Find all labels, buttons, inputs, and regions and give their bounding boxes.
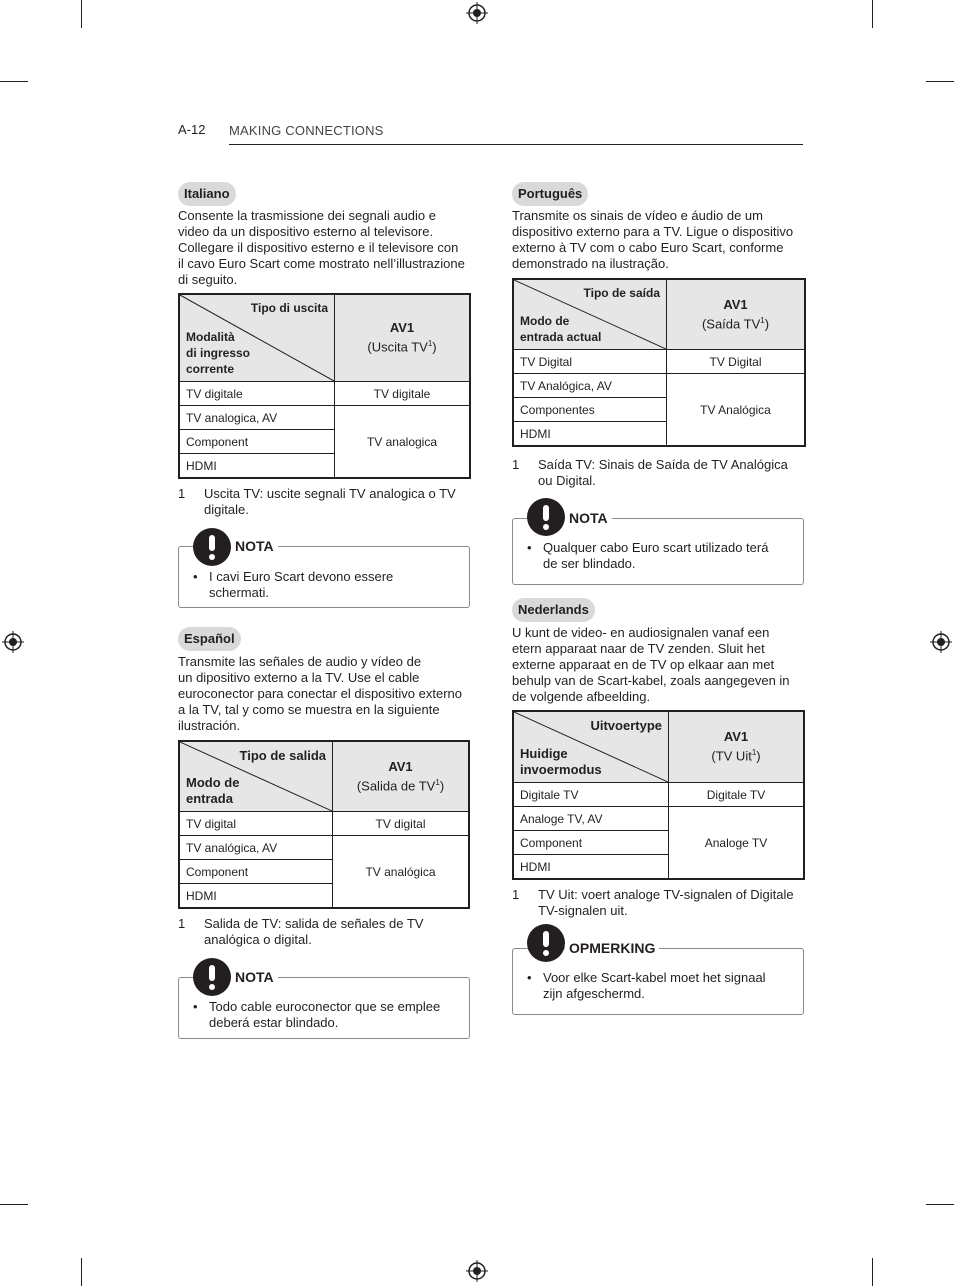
section-title: MAKING CONNECTIONS — [229, 123, 384, 138]
av-sublabel-close: ) — [439, 778, 445, 794]
note-line: deberá estar blindado. — [209, 1015, 339, 1030]
table-row-label: TV Digital — [513, 350, 667, 374]
footnote — [178, 486, 478, 520]
crop-mark — [81, 1258, 82, 1286]
footnote-line: digitale. — [204, 502, 249, 517]
bullet: • — [193, 999, 198, 1014]
av-sublabel-close: ) — [764, 316, 770, 332]
input-mode-label — [520, 746, 602, 778]
table-cell-value: TV Analógica — [667, 374, 806, 447]
av1-header — [335, 294, 471, 382]
note-text — [209, 999, 440, 1031]
registration-mark-icon — [466, 2, 488, 24]
footnote-marker: 1 — [435, 777, 440, 787]
table-header-diagonal — [179, 294, 335, 382]
language-tag: Italiano — [178, 182, 236, 206]
intro-line: Consente la trasmissione dei segnali audio e — [178, 208, 436, 223]
footnote — [178, 916, 478, 950]
intro-paragraph — [178, 208, 478, 288]
warning-icon — [527, 924, 565, 962]
table-row-label: HDMI — [179, 884, 333, 909]
note-line: zijn afgeschermd. — [543, 986, 645, 1001]
input-mode-line: Modo de — [520, 314, 570, 328]
table-header-diagonal — [513, 711, 669, 783]
output-type-label: Uitvoertype — [590, 718, 662, 733]
av-label: AV1 — [723, 296, 748, 312]
input-mode-label — [186, 329, 250, 377]
intro-line: U kunt de video- en audiosignalen vanaf een — [512, 625, 770, 640]
input-mode-line: Modo de — [186, 775, 240, 790]
note-line: Todo cable euroconector que se emplee — [209, 999, 441, 1014]
intro-line: behulp van de Scart-kabel, zoals aangegeven in — [512, 673, 790, 688]
warning-icon — [193, 528, 231, 566]
av-sublabel: (Saída TV — [701, 316, 761, 332]
note-line: Voor elke Scart-kabel moet het signaal — [543, 970, 766, 985]
warning-icon — [193, 958, 231, 996]
footnote-line: ou Digital. — [538, 473, 596, 488]
table-row-label: TV Analógica, AV — [513, 374, 667, 398]
table-cell-value: Digitale TV — [669, 783, 805, 807]
footnote-line: Uscita TV: uscite segnali TV analogica o TV — [204, 486, 456, 501]
table-cell-value: Analoge TV — [669, 807, 805, 880]
note-text — [543, 540, 768, 572]
intro-line: ilustración. — [178, 718, 241, 733]
footnote-marker: 1 — [760, 315, 765, 325]
registration-mark-icon — [2, 631, 24, 653]
note-title: NOTA — [231, 969, 278, 985]
page-number: A-12 — [178, 122, 206, 137]
footnote-text — [538, 887, 794, 919]
input-mode-line: di ingresso — [186, 346, 251, 360]
footnote-text — [204, 486, 456, 518]
header-divider — [229, 144, 803, 145]
intro-line: demonstrado na ilustração. — [512, 256, 669, 271]
av-label: AV1 — [388, 758, 413, 774]
crop-mark — [926, 81, 954, 82]
av-label: AV1 — [723, 729, 749, 745]
av-sublabel: (TV Uit — [711, 748, 752, 764]
intro-paragraph — [512, 208, 812, 272]
note-text — [543, 970, 766, 1002]
table-row-label: Analoge TV, AV — [513, 807, 669, 831]
av1-header — [669, 711, 805, 783]
input-mode-line: entrada actual — [520, 330, 602, 344]
output-type-label: Tipo di uscita — [250, 301, 328, 315]
table-row-label: Component — [179, 860, 333, 884]
av-sublabel-close: ) — [756, 748, 761, 764]
av-sublabel-close: ) — [432, 339, 437, 355]
footnote-line: TV Uit: voert analoge TV-signalen of Digitale — [538, 887, 794, 902]
table-row-label: Digitale TV — [513, 783, 669, 807]
output-type-label: Tipo de salida — [239, 748, 326, 763]
intro-line: a la TV, tal y como se muestra en la siguiente — [178, 702, 440, 717]
table-row-label: HDMI — [513, 855, 669, 880]
footnote-text — [204, 916, 423, 948]
connection-table — [512, 278, 806, 447]
intro-line: Transmite os sinais de vídeo e áudio de um — [512, 208, 763, 223]
crop-mark — [0, 1204, 28, 1205]
table-row-label: HDMI — [179, 454, 335, 479]
crop-mark — [81, 0, 82, 28]
input-mode-line: invoermodus — [520, 762, 602, 777]
table-cell-value: TV analogica — [335, 406, 471, 479]
footnote-line: Salida de TV: salida de señales de TV — [204, 916, 424, 931]
warning-icon — [527, 498, 565, 536]
table-header-diagonal — [513, 279, 667, 350]
av1-header — [333, 741, 470, 812]
note-line: I cavi Euro Scart devono essere — [209, 569, 394, 584]
intro-line: externo à TV com o cabo Euro Scart, conforme — [512, 240, 784, 255]
crop-mark — [872, 0, 873, 28]
footnote-marker: 1 — [751, 748, 757, 758]
av-label: AV1 — [389, 320, 415, 336]
crop-mark — [926, 1204, 954, 1205]
input-mode-line: Modalità — [186, 330, 235, 344]
note-title: NOTA — [231, 538, 278, 554]
input-mode-label — [186, 775, 239, 807]
table-cell-value: TV digital — [333, 812, 470, 836]
intro-line: euroconector para conectar el dispositivo externo — [178, 686, 462, 701]
intro-line: de volgende afbeelding. — [512, 689, 651, 704]
intro-paragraph — [512, 625, 812, 705]
table-row-label: HDMI — [513, 422, 667, 447]
footnote-text — [538, 457, 788, 489]
note-line: schermati. — [209, 585, 269, 600]
table-cell-value: TV digitale — [335, 382, 471, 406]
intro-line: di seguito. — [178, 272, 238, 287]
intro-line: dispositivo externo para a TV. Ligue o dispositivo — [512, 224, 794, 239]
input-mode-line: entrada — [186, 791, 233, 806]
language-tag: Português — [512, 182, 588, 206]
intro-line: externe apparaat en de TV op elkaar aan met — [512, 657, 775, 672]
table-row-label: TV digitale — [179, 382, 335, 406]
intro-line: video da un dispositivo esterno al televisore. — [178, 224, 434, 239]
table-header-diagonal — [179, 741, 333, 812]
footnote-marker: 1 — [427, 339, 433, 349]
av1-header — [667, 279, 806, 350]
intro-line: Collegare il dispositivo esterno e il televisore con — [178, 240, 459, 255]
output-type-label: Tipo de saída — [583, 286, 660, 300]
footnote-line: TV-signalen uit. — [538, 903, 628, 918]
footnote — [512, 887, 812, 921]
registration-mark-icon — [930, 631, 952, 653]
note-line: de ser blindado. — [543, 556, 636, 571]
footnote — [512, 457, 812, 491]
table-row-label: TV analógica, AV — [179, 836, 333, 860]
footnote-number: 1 — [178, 486, 186, 501]
input-mode-line: corrente — [186, 362, 235, 376]
table-row-label: Component — [179, 430, 335, 454]
language-tag: Nederlands — [512, 598, 595, 622]
language-tag: Español — [178, 627, 241, 651]
intro-line: Transmite las señales de audio y vídeo de — [178, 654, 422, 669]
footnote-number: 1 — [512, 457, 520, 472]
note-title: OPMERKING — [565, 940, 659, 956]
intro-paragraph — [178, 654, 478, 734]
table-row-label: Componentes — [513, 398, 667, 422]
connection-table — [512, 710, 805, 880]
bullet: • — [527, 970, 532, 985]
intro-line: etern apparaat naar de TV zenden. Sluit het — [512, 641, 765, 656]
bullet: • — [527, 540, 532, 555]
connection-table — [178, 740, 470, 909]
av-sublabel: (Uscita TV — [367, 339, 428, 355]
connection-table — [178, 293, 471, 479]
table-row-label: TV analogica, AV — [179, 406, 335, 430]
table-row-label: Component — [513, 831, 669, 855]
note-text — [209, 569, 393, 601]
intro-line: un dipositivo externo a la TV. Use el cable — [178, 670, 420, 685]
note-line: Qualquer cabo Euro scart utilizado terá — [543, 540, 769, 555]
input-mode-label — [520, 313, 601, 345]
bullet: • — [193, 569, 198, 584]
footnote-line: analógica o digital. — [204, 932, 312, 947]
intro-line: il cavo Euro Scart come mostrato nell’illustrazione — [178, 256, 465, 271]
input-mode-line: Huidige — [520, 746, 568, 761]
table-cell-value: TV Digital — [667, 350, 806, 374]
footnote-number: 1 — [512, 887, 520, 902]
note-title: NOTA — [565, 510, 612, 526]
footnote-line: Saída TV: Sinais de Saída de TV Analógica — [538, 457, 788, 472]
crop-mark — [872, 1258, 873, 1286]
registration-mark-icon — [466, 1260, 488, 1282]
av-sublabel: (Salida de TV — [356, 778, 436, 794]
footnote-number: 1 — [178, 916, 186, 931]
crop-mark — [0, 81, 28, 82]
table-cell-value: TV analógica — [333, 836, 470, 909]
table-row-label: TV digital — [179, 812, 333, 836]
